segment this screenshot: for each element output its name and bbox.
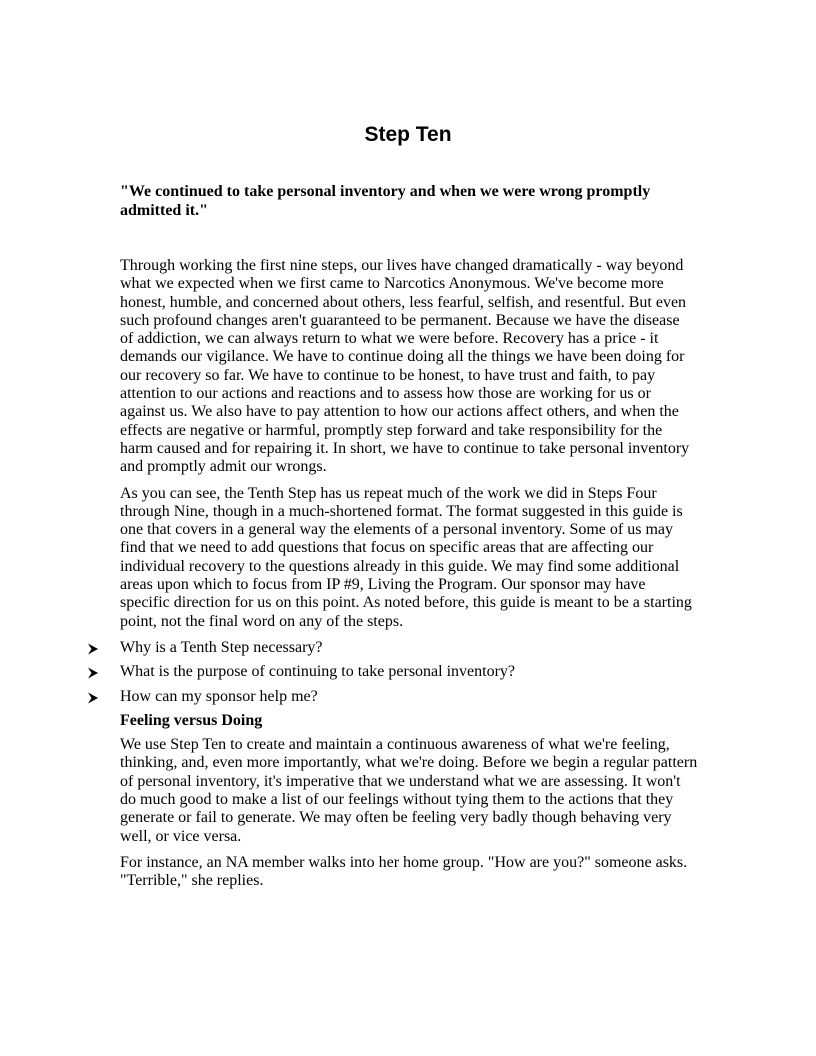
question-text: Why is a Tenth Step necessary? <box>120 638 323 656</box>
section-paragraph: We use Step Ten to create and maintain a continuous awareness of what we're feeling, thinking, and, even more importantly, what we're doing. Before we begin a regular pattern of personal inventory, it's imperative that we understand what we are assessing. It won't do much good to make a list of our feelings without tying them to the actions that they generate or fail to generate. We may often be feeling very badly though behaving very well, or vice versa. <box>120 736 698 845</box>
question-text: What is the purpose of continuing to take personal inventory? <box>120 663 516 681</box>
list-item <box>120 663 700 681</box>
format-paragraph: As you can see, the Tenth Step has us repeat much of the work we did in Steps Four through Nine, though in a much-shortened format. The format suggested in this guide is one that covers in a general way the elements of a personal inventory. Some of us may find that we need to add questions that focus on specific areas that are affecting our individual recovery to the questions already in this guide. We may find some additional areas upon which to focus from IP #9, Living the Program. Our sponsor may have specific direction for us on this point. As noted before, this guide is meant to be a starting point, not the final word on any of the steps. <box>120 484 692 630</box>
section-paragraph: For instance, an NA member walks into her home group. "How are you?" someone asks. "Terrible," she replies. <box>120 853 688 890</box>
intro-paragraph: Through working the first nine steps, our lives have changed dramatically - way beyond what we expected when we first came to Narcotics Anonymous. We've become more honest, humble, and concerned about others, less fearful, selfish, and resentful. But even such profound changes aren't guaranteed to be permanent. Because we have the disease of addiction, we can always return to what we were before. Recovery has a price - it demands our vigilance. We have to continue doing all the things we have been doing for our recovery so far. We have to continue to be honest, to have trust and faith, to pay attention to our actions and reactions and to assess how those are working for us or against us. We also have to pay attention to how our actions affect others, and when the effects are negative or harmful, promptly step forward and take responsibility for the harm caused and for repairing it. In short, we have to continue to take personal inventory and promptly admit our wrongs. <box>120 257 690 476</box>
arrowhead-bullet-icon <box>87 667 99 679</box>
question-list <box>120 639 700 706</box>
arrowhead-bullet-icon <box>87 692 99 704</box>
list-item <box>120 688 700 706</box>
document-body <box>120 183 700 899</box>
arrowhead-bullet-icon <box>87 643 99 655</box>
list-item <box>120 639 700 657</box>
section-heading: Feeling versus Doing <box>120 711 263 729</box>
page-title: Step Ten <box>364 123 452 146</box>
question-text: How can my sponsor help me? <box>120 687 318 705</box>
step-quote: "We continued to take personal inventory and when we were wrong promptly admitted it." <box>120 183 651 219</box>
